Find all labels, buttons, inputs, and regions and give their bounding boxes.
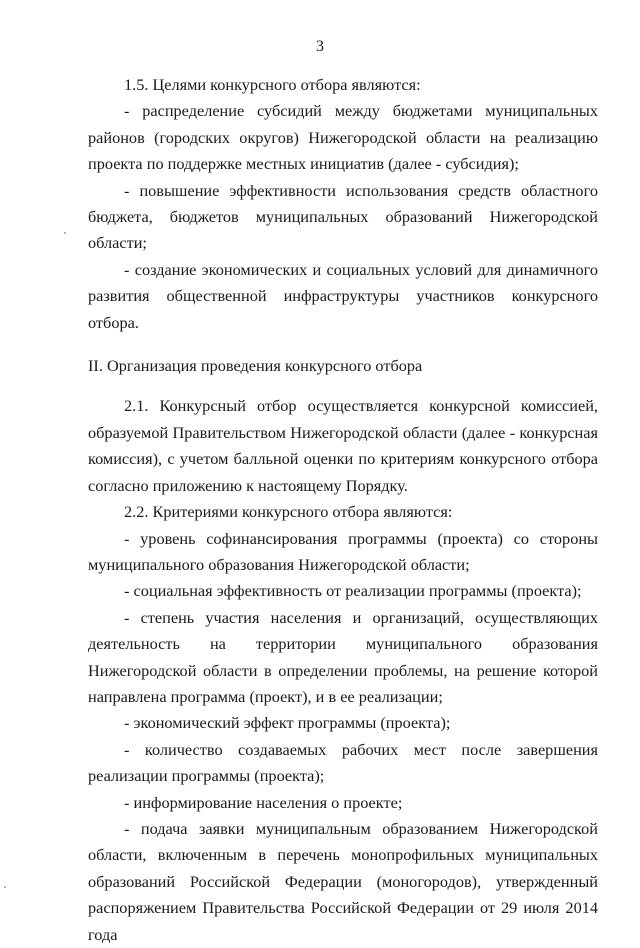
scan-speck xyxy=(64,232,66,234)
list-item: - создание экономических и социальных условий для динамичного развития общественной инфраструктуры участников конкурсного отбора. xyxy=(88,259,598,332)
list-item: - распределение субсидий между бюджетами муниципальных районов (городских округов) Нижегородской области на реализацию проекта по поддержке местных инициатив (далее - субсидия); xyxy=(88,101,598,174)
criteria-item: - подача заявки муниципальным образованием Нижегородской области, включенным в перечень монопрофильных муниципальных образований Российской Федерации (моногородов), утвержденный распоряжением Правительства Российской Федерации от 29 июля 2014 года xyxy=(88,818,598,944)
criteria-item: - информирование населения о проекте; xyxy=(124,792,403,812)
section-heading: II. Организация проведения конкурсного отбора xyxy=(88,356,423,376)
list-item: - повышение эффективности использования средств областного бюджета, бюджетов муниципальных образований Нижегородской области; xyxy=(88,180,598,253)
document-body xyxy=(88,72,598,948)
scan-speck xyxy=(4,886,6,888)
criteria-item: - социальная эффективность от реализации программы (проекта); xyxy=(124,581,582,601)
section-1-5-intro: 1.5. Целями конкурсного отбора являются: xyxy=(124,75,421,94)
criteria-item: - количество создаваемых рабочих мест после завершения реализации программы (проекта); xyxy=(88,739,598,786)
criteria-item: - степень участия населения и организаций, осуществляющих деятельность на территории муниципального образования Нижегородской области в определении проблемы, на решение которой направлена программа (проект), и в ее реализации; xyxy=(88,607,598,706)
page-number: 3 xyxy=(316,38,324,55)
paragraph-2-2-intro: 2.2. Критериями конкурсного отбора являются: xyxy=(124,502,453,522)
criteria-item: - экономический эффект программы (проекта); xyxy=(124,713,451,733)
paragraph-2-1: 2.1. Конкурсный отбор осуществляется конкурсной комиссией, образуемой Правительством Нижегородской области (далее - конкурсная комиссия), с учетом балльной оценки по критериям конкурсного отбора согласно приложению к настоящему Порядку. xyxy=(88,396,598,495)
criteria-item: - уровень софинансирования программы (проекта) со стороны муниципального образования Нижегородской области; xyxy=(88,528,598,574)
